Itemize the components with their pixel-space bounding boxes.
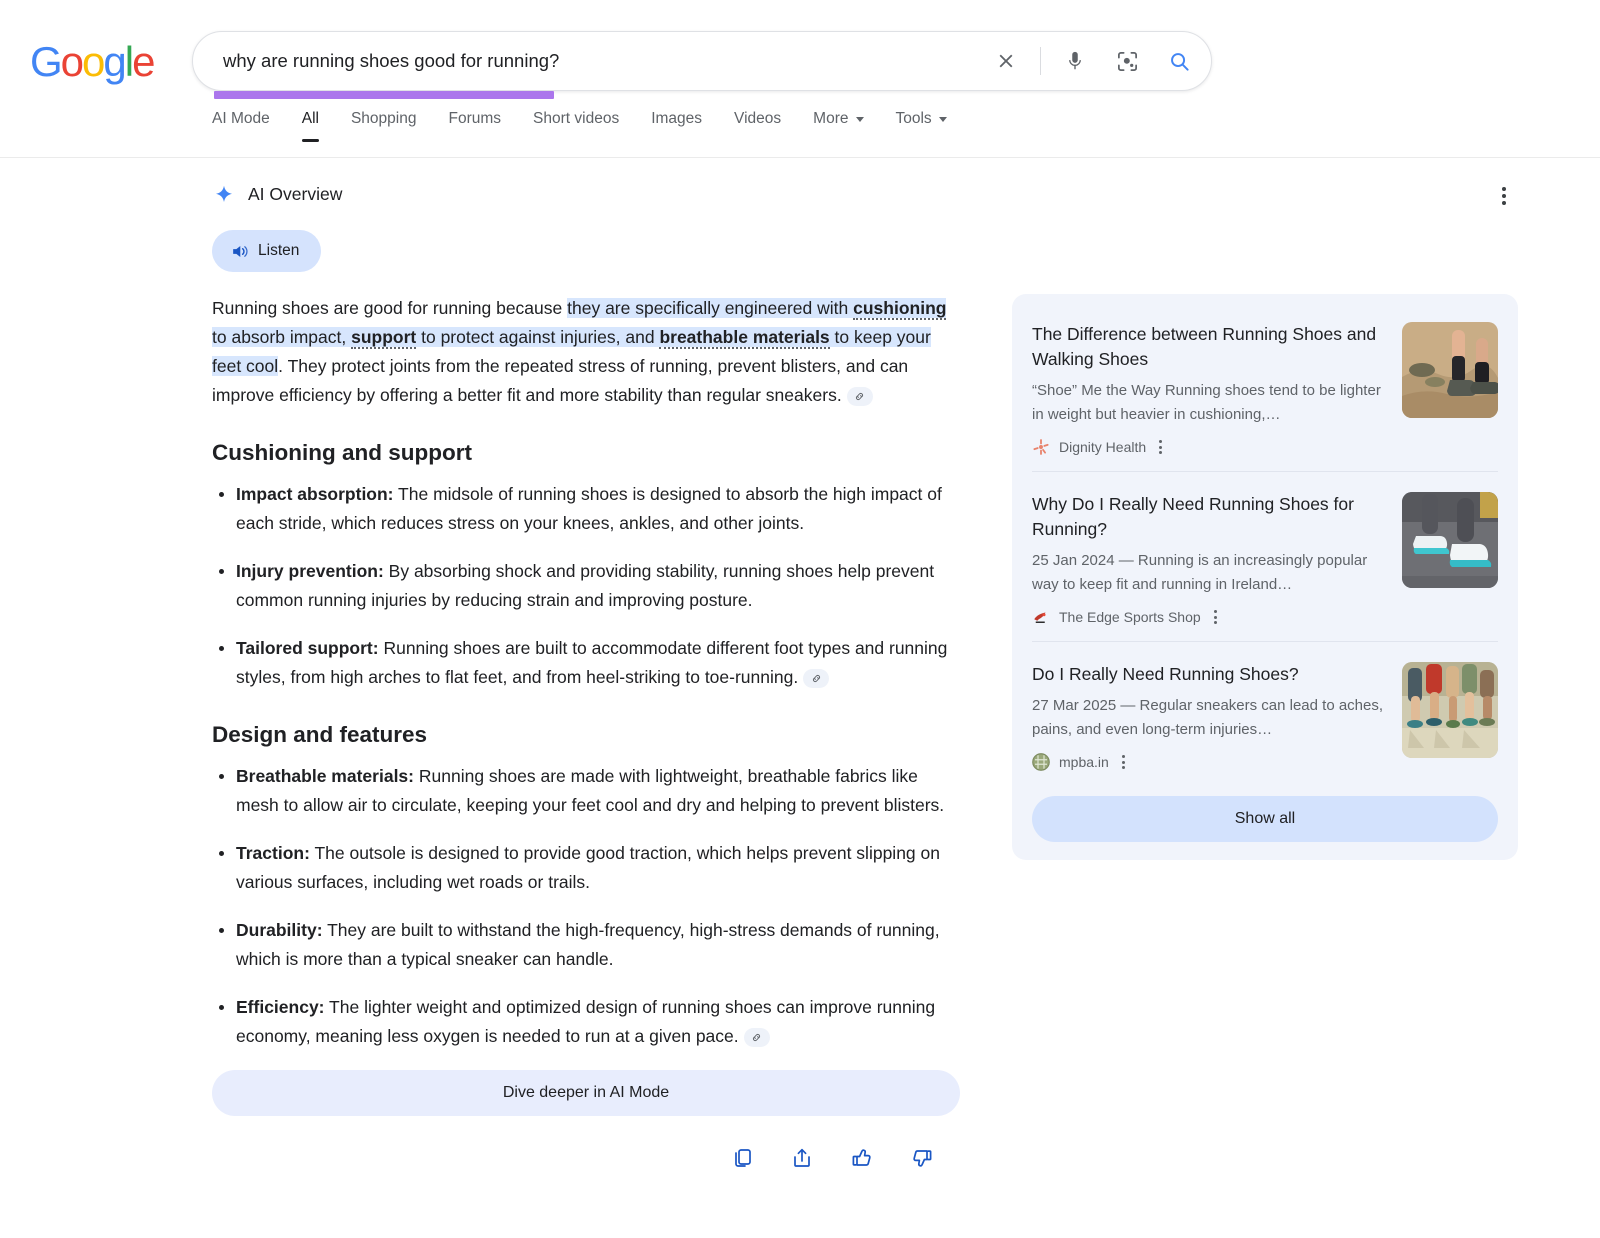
share-icon [790, 1146, 814, 1170]
source-site-name: mpba.in [1059, 754, 1109, 770]
source-thumbnail [1402, 492, 1498, 588]
bullet-term: Injury prevention: [236, 561, 384, 581]
more-options-icon [1122, 766, 1125, 769]
tab-label: Images [651, 110, 703, 127]
source-card-body [1032, 322, 1388, 457]
source-thumbnail [1402, 662, 1498, 758]
claim-text: they are specifically engineered with [567, 298, 854, 318]
more-options-icon [1214, 610, 1217, 613]
more-options-icon [1214, 616, 1217, 619]
link-icon [811, 673, 822, 684]
link-icon [751, 1032, 762, 1043]
thumbs-up-icon [850, 1146, 874, 1170]
source-title: The Difference between Running Shoes and Walking Shoes [1032, 324, 1377, 369]
source-link-chip[interactable] [744, 1028, 770, 1047]
bullet-term: Tailored support: [236, 638, 379, 658]
bullet-text: The outsole is designed to provide good traction, which helps prevent slipping on various surfaces, including wet roads or trails. [236, 843, 940, 892]
camera-lens-icon [1116, 50, 1139, 73]
list-item [212, 993, 960, 1051]
tab-all[interactable] [286, 110, 335, 142]
copy-icon [730, 1146, 754, 1170]
list-item [212, 634, 960, 692]
tab-label: Videos [734, 110, 782, 127]
lens-search-button[interactable] [1103, 37, 1151, 85]
source-title: Do I Really Need Running Shoes? [1032, 664, 1299, 684]
more-options-icon [1502, 201, 1506, 205]
ai-overview-header [212, 172, 1600, 216]
source-card-body [1032, 662, 1388, 772]
list-item [212, 557, 960, 615]
source-options-button[interactable] [1155, 437, 1166, 457]
tab-videos[interactable] [718, 110, 797, 142]
search-filter-tabs [0, 110, 1600, 158]
overview-intro-paragraph [212, 294, 960, 410]
list-item [212, 762, 960, 820]
source-card[interactable] [1032, 641, 1498, 786]
more-options-icon [1214, 621, 1217, 624]
source-site-name: The Edge Sports Shop [1059, 609, 1201, 625]
source-card[interactable] [1032, 302, 1498, 471]
keyword-breathable-materials: breathable materials [659, 327, 830, 347]
tab-label: Forums [448, 110, 502, 127]
results-content [0, 158, 1600, 1170]
thumbs-up-button[interactable] [850, 1146, 874, 1170]
trail-running-shoes-image [1402, 322, 1498, 418]
show-all-sources-button[interactable]: Show all [1032, 796, 1498, 842]
sparkle-icon [212, 182, 236, 206]
search-progress-bar [214, 91, 554, 99]
listen-label: Listen [258, 242, 300, 259]
source-link-chip[interactable] [803, 669, 829, 688]
ai-overview-body [212, 294, 960, 1170]
more-options-icon [1159, 446, 1162, 449]
search-box[interactable] [192, 31, 1212, 91]
chevron-down-icon [939, 117, 947, 122]
edge-sports-shop-favicon-icon [1032, 608, 1050, 626]
tab-images[interactable] [635, 110, 718, 142]
intro-tail: . They protect joints from the repeated stress of running, prevent blisters, and can improve efficiency by offering a better fit and more stability than regular sneakers. [212, 356, 909, 405]
bullet-text: By absorbing shock and providing stability, running shoes help prevent common running injuries by reducing strain and improving posture. [236, 561, 935, 610]
source-meta [1032, 752, 1388, 772]
thumbs-down-button[interactable] [910, 1146, 934, 1170]
tab-label: All [301, 110, 319, 127]
bullet-list-design-and-features [212, 762, 960, 1051]
tab-forums[interactable] [432, 110, 517, 142]
claim-text: to absorb impact, [212, 327, 352, 347]
teal-running-shoes-image [1402, 492, 1498, 588]
tab-short-videos[interactable] [517, 110, 635, 142]
search-icon [1168, 50, 1191, 73]
tab-label: Tools [895, 110, 932, 127]
source-card-body [1032, 492, 1388, 627]
ai-overview-title: AI Overview [248, 183, 343, 204]
intro-lead: Running shoes are good for running because [212, 298, 568, 318]
source-thumbnail [1402, 322, 1498, 418]
sources-panel [1012, 294, 1518, 1170]
ai-overview-options-button[interactable] [1486, 178, 1522, 214]
tab-more[interactable] [797, 110, 879, 142]
bullet-list-cushioning-and-support [212, 480, 960, 692]
keyword-support: support [351, 327, 417, 347]
microphone-icon [1064, 50, 1086, 72]
speaker-icon [230, 242, 249, 261]
source-meta [1032, 607, 1388, 627]
thumbs-down-icon [910, 1146, 934, 1170]
list-item [212, 839, 960, 897]
link-icon [854, 391, 865, 402]
tab-ai-mode[interactable] [212, 110, 286, 142]
source-options-button[interactable] [1118, 752, 1129, 772]
claim-text: to keep your feet cool [212, 327, 931, 376]
page-header [0, 0, 1600, 110]
overview-columns [0, 272, 1600, 1170]
more-options-icon [1159, 440, 1162, 443]
tab-label: AI Mode [212, 110, 270, 127]
bullet-text: Running shoes are made with lightweight, breathable fabrics like mesh to allow air to circulate, keeping your feet cool and dry and helping to prevent blisters. [236, 766, 945, 815]
copy-button[interactable] [730, 1146, 754, 1170]
search-submit-button[interactable] [1155, 37, 1203, 85]
dive-deeper-button[interactable]: Dive deeper in AI Mode [212, 1070, 960, 1116]
more-options-icon [1502, 187, 1506, 191]
search-input[interactable] [221, 49, 982, 73]
search-area [192, 31, 1212, 91]
source-card[interactable] [1032, 471, 1498, 641]
chevron-down-icon [856, 117, 864, 122]
close-icon [995, 50, 1017, 72]
group-of-runners-image [1402, 662, 1498, 758]
tab-shopping[interactable] [335, 110, 433, 142]
source-site-name: Dignity Health [1059, 439, 1147, 455]
claim-text: to protect against injuries, and [416, 327, 660, 347]
more-options-icon [1122, 761, 1125, 764]
bullet-term: Durability: [236, 920, 323, 940]
bullet-text: Running shoes are built to accommodate different foot types and running styles, from high arches to flat feet, and from heel-striking to toe-running. [236, 638, 948, 687]
keyword-cushioning: cushioning [853, 298, 947, 318]
list-item [212, 480, 960, 538]
share-button[interactable] [790, 1146, 814, 1170]
tab-tools[interactable] [880, 110, 963, 142]
source-title: Why Do I Really Need Running Shoes for Running? [1032, 494, 1354, 539]
source-snippet: 27 Mar 2025 — Regular sneakers can lead to aches, pains, and even long-term injuries… [1032, 697, 1384, 738]
overview-action-bar [212, 1146, 960, 1170]
tab-label: Shopping [350, 110, 417, 127]
tab-label: More [813, 110, 849, 127]
source-snippet: “Shoe” Me the Way Running shoes tend to be lighter in weight but heavier in cushioning,… [1032, 382, 1381, 423]
google-logo[interactable]: Google [30, 38, 154, 85]
source-options-button[interactable] [1210, 607, 1221, 627]
voice-search-button[interactable] [1051, 37, 1099, 85]
mpba-favicon-icon [1032, 753, 1050, 771]
bullet-text: They are built to withstand the high-frequency, high-stress demands of running, which is more than a typical sneaker can handle. [236, 920, 940, 969]
source-snippet: 25 Jan 2024 — Running is an increasingly popular way to keep fit and running in Ireland… [1032, 552, 1368, 593]
clear-search-button[interactable] [982, 37, 1030, 85]
dignity-health-favicon-icon [1032, 438, 1050, 456]
bullet-term: Breathable materials: [236, 766, 414, 786]
sources-card-list [1012, 294, 1518, 860]
bullet-text: The lighter weight and optimized design of running shoes can improve running economy, meaning less oxygen is needed to run at a given pace. [236, 997, 936, 1046]
listen-button[interactable] [212, 230, 321, 272]
bullet-term: Efficiency: [236, 997, 325, 1017]
more-options-icon [1122, 755, 1125, 758]
section-heading-cushioning-and-support: Cushioning and support [212, 440, 472, 465]
bullet-term: Impact absorption: [236, 484, 394, 504]
list-item [212, 916, 960, 974]
search-box-icons [982, 37, 1203, 85]
source-link-chip[interactable] [847, 387, 873, 406]
bullet-text: The midsole of running shoes is designed to absorb the high impact of each stride, which reduces stress on your knees, ankles, and other joints. [236, 484, 942, 533]
bullet-term: Traction: [236, 843, 310, 863]
section-heading-design-and-features: Design and features [212, 722, 428, 747]
search-divider [1040, 47, 1041, 75]
source-meta [1032, 437, 1388, 457]
more-options-icon [1159, 451, 1162, 454]
more-options-icon [1502, 194, 1506, 198]
tab-label: Short videos [533, 110, 620, 127]
